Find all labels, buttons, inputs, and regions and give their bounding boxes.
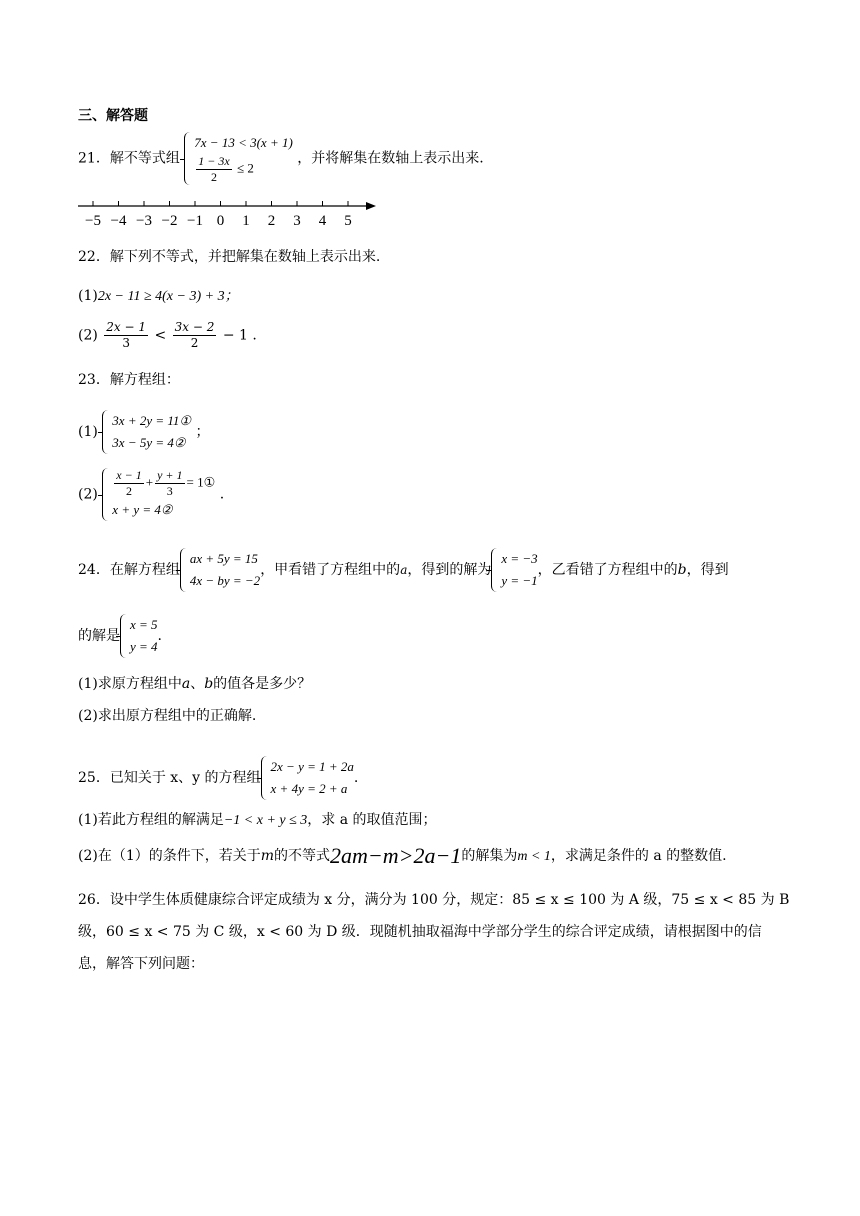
number-line-tick-label: 2 <box>267 213 276 229</box>
q22-p2-tail: − 1 . <box>222 327 257 344</box>
question-24-part1 <box>78 674 311 694</box>
q23-p2-rhs: = 1① <box>186 474 216 490</box>
number-line-tick-label: −2 <box>161 213 178 229</box>
q25-tail: . <box>353 770 359 786</box>
number-line <box>76 196 386 232</box>
q23-p1-label: (1) <box>78 424 98 440</box>
q25-eq2: x + 4y = 2 + a <box>270 781 348 796</box>
q25-pre: 25．已知关于 x、y 的方程组 <box>78 770 261 786</box>
q22-p2-num2: 3x − 2 <box>174 320 215 334</box>
q24-sol2-y: y = 4 <box>130 639 158 654</box>
q23-p2-num2: y + 1 <box>157 468 183 482</box>
q25-p2-m: m <box>260 848 275 864</box>
brace <box>120 614 129 658</box>
q25-p2-big: 2am−m>2a−1 <box>330 843 462 868</box>
number-line-tick-label: 1 <box>242 213 250 229</box>
q24-mid3: ，乙看错了方程组中的 <box>537 562 678 578</box>
q22-p2-den1: 3 <box>122 336 130 350</box>
brace <box>184 132 193 185</box>
q22-p2-den2: 2 <box>190 336 199 350</box>
q24-sol1-x: x = −3 <box>501 551 538 566</box>
q24-p1: (1)求原方程组中 <box>78 676 182 692</box>
q24-eq1: ax + 5y = 15 <box>189 551 258 566</box>
q21-eq1: 7x − 13 < 3(x + 1) <box>194 135 293 150</box>
q23-p2-tail: . <box>219 486 225 503</box>
q25-p2-cond: m < 1 <box>517 849 551 864</box>
brace <box>261 756 270 800</box>
question-22-part1 <box>78 286 239 307</box>
q25-p2-mid2: 的解集为 <box>461 848 518 864</box>
question-22-part2 <box>78 320 257 351</box>
q22-p1-expr: 2x − 11 ≥ 4(x − 3) + 3； <box>97 289 239 304</box>
q23-p2-plus: + <box>145 474 154 490</box>
number-line-tick-label: 3 <box>293 213 301 229</box>
q23-p2-num1: x − 1 <box>116 468 142 482</box>
q24-solution1 <box>491 548 537 592</box>
number-line-tick-label: −3 <box>136 213 152 229</box>
question-21 <box>78 132 484 185</box>
question-26-line2: 级，60 ≤ x < 75 为 C 级，x < 60 为 D 级．现随机抽取福海中学部分学生的综合评定成绩，请根据图中的信 <box>78 924 762 940</box>
fraction <box>114 468 143 499</box>
q24-sol2-x: x = 5 <box>130 617 158 632</box>
q24-var-a: a <box>400 563 408 577</box>
q23-p2-eq1 <box>112 468 215 499</box>
question-24-part2: (2)求出原方程组中的正确解. <box>78 708 257 724</box>
q21-frac-rhs: ≤ 2 <box>236 160 254 176</box>
q24-p1-b: b <box>204 676 214 692</box>
q24-p1-tail: 的值各是多少？ <box>213 676 312 692</box>
q25-p2-mid: 的不等式 <box>274 848 331 864</box>
section-title: 三、解答题 <box>78 108 148 124</box>
q24-mid1: ，甲看错了方程组中的 <box>260 562 401 578</box>
question-23-part1 <box>78 410 210 454</box>
question-26-line3: 息，解答下列问题： <box>78 956 204 972</box>
q21-prefix: 解不等式组 <box>109 150 180 167</box>
fraction <box>104 320 148 351</box>
number-line-tick-label: −1 <box>187 213 203 229</box>
q24-p1-sep: 、 <box>190 676 205 692</box>
q21-frac-den: 2 <box>211 170 217 184</box>
number-line-tick-label: 0 <box>216 213 225 229</box>
q25-p1-cond: −1 < x + y ≤ 3 <box>223 813 308 828</box>
q22-p2-label: (2) <box>78 327 98 344</box>
brace <box>102 410 111 454</box>
q25-eq1: 2x − y = 1 + 2a <box>270 759 354 774</box>
number-line-tick-label: −4 <box>110 213 127 229</box>
q23-p1-eq1: 3x + 2y = 11① <box>112 413 192 428</box>
q25-system <box>261 756 354 800</box>
q24-line2-pre: 的解是 <box>78 628 120 644</box>
q24-p1-a: a <box>181 676 191 692</box>
number-line-tick-label: 4 <box>318 213 327 229</box>
question-22-stem: 22．解下列不等式，并把解集在数轴上表示出来. <box>78 249 381 265</box>
q23-p2-den2: 3 <box>166 484 173 498</box>
q24-solution2 <box>120 614 158 658</box>
fraction <box>196 154 231 185</box>
q23-p2-system <box>102 468 215 521</box>
q23-p1-eq2: 3x − 5y = 4② <box>112 435 186 450</box>
q22-p2-num1: 2x − 1 <box>106 320 147 334</box>
question-24-line2 <box>78 614 162 658</box>
question-26-line1: 26．设中学生体质健康综合评定成绩为 x 分，满分为 100 分，规定：85 ≤ x ≤ 100 为 A 级，75 ≤ x < 85 为 B <box>78 892 790 908</box>
question-25-part1 <box>78 810 437 831</box>
q24-mid4: ，得到 <box>686 562 729 578</box>
question-25-part2 <box>78 843 727 868</box>
question-24-line1 <box>78 548 729 592</box>
q21-number: 21． <box>78 150 110 167</box>
q25-p2-pre: (2)在（1）的条件下，若关于 <box>78 848 261 864</box>
q23-p2-den1: 2 <box>126 484 133 498</box>
q25-p1-post: ，求 a 的取值范围； <box>307 812 437 828</box>
fraction <box>173 320 217 351</box>
question-23-part2 <box>78 468 224 521</box>
q21-frac-num: 1 − 3x <box>198 154 230 168</box>
q23-p2-label: (2) <box>78 486 98 503</box>
q24-system <box>180 548 260 592</box>
q25-p2-post: ，求满足条件的 a 的整数值. <box>550 848 727 864</box>
q23-p1-system <box>102 410 191 454</box>
q24-text: 24．在解方程组 <box>78 562 180 578</box>
brace <box>491 548 500 592</box>
arrow-icon <box>366 202 376 210</box>
brace <box>102 468 111 521</box>
q23-p1-tail: ； <box>195 424 210 440</box>
q23-p2-eq2: x + y = 4② <box>112 502 173 517</box>
q21-system <box>184 132 293 185</box>
q24-var-b: b <box>677 562 687 578</box>
fraction <box>155 468 184 499</box>
q22-p2-op: < <box>154 327 167 344</box>
q24-sol1-y: y = −1 <box>501 573 538 588</box>
q21-suffix: ，并将解集在数轴上表示出来. <box>297 150 484 167</box>
question-23-stem: 23．解方程组： <box>78 372 180 388</box>
q25-p1-pre: (1)若此方程组的解满足 <box>78 812 224 828</box>
q21-eq2 <box>194 154 293 185</box>
q24-mid2: ，得到的解为 <box>407 562 492 578</box>
q24-eq2: 4x − by = −2 <box>189 573 261 588</box>
q22-p1-label: (1) <box>78 288 98 304</box>
brace <box>180 548 189 592</box>
number-line-tick-label: 5 <box>344 213 352 229</box>
question-25-line1 <box>78 756 358 800</box>
number-line-tick-label: −5 <box>85 213 101 229</box>
q24-line2-tail: . <box>157 628 162 644</box>
